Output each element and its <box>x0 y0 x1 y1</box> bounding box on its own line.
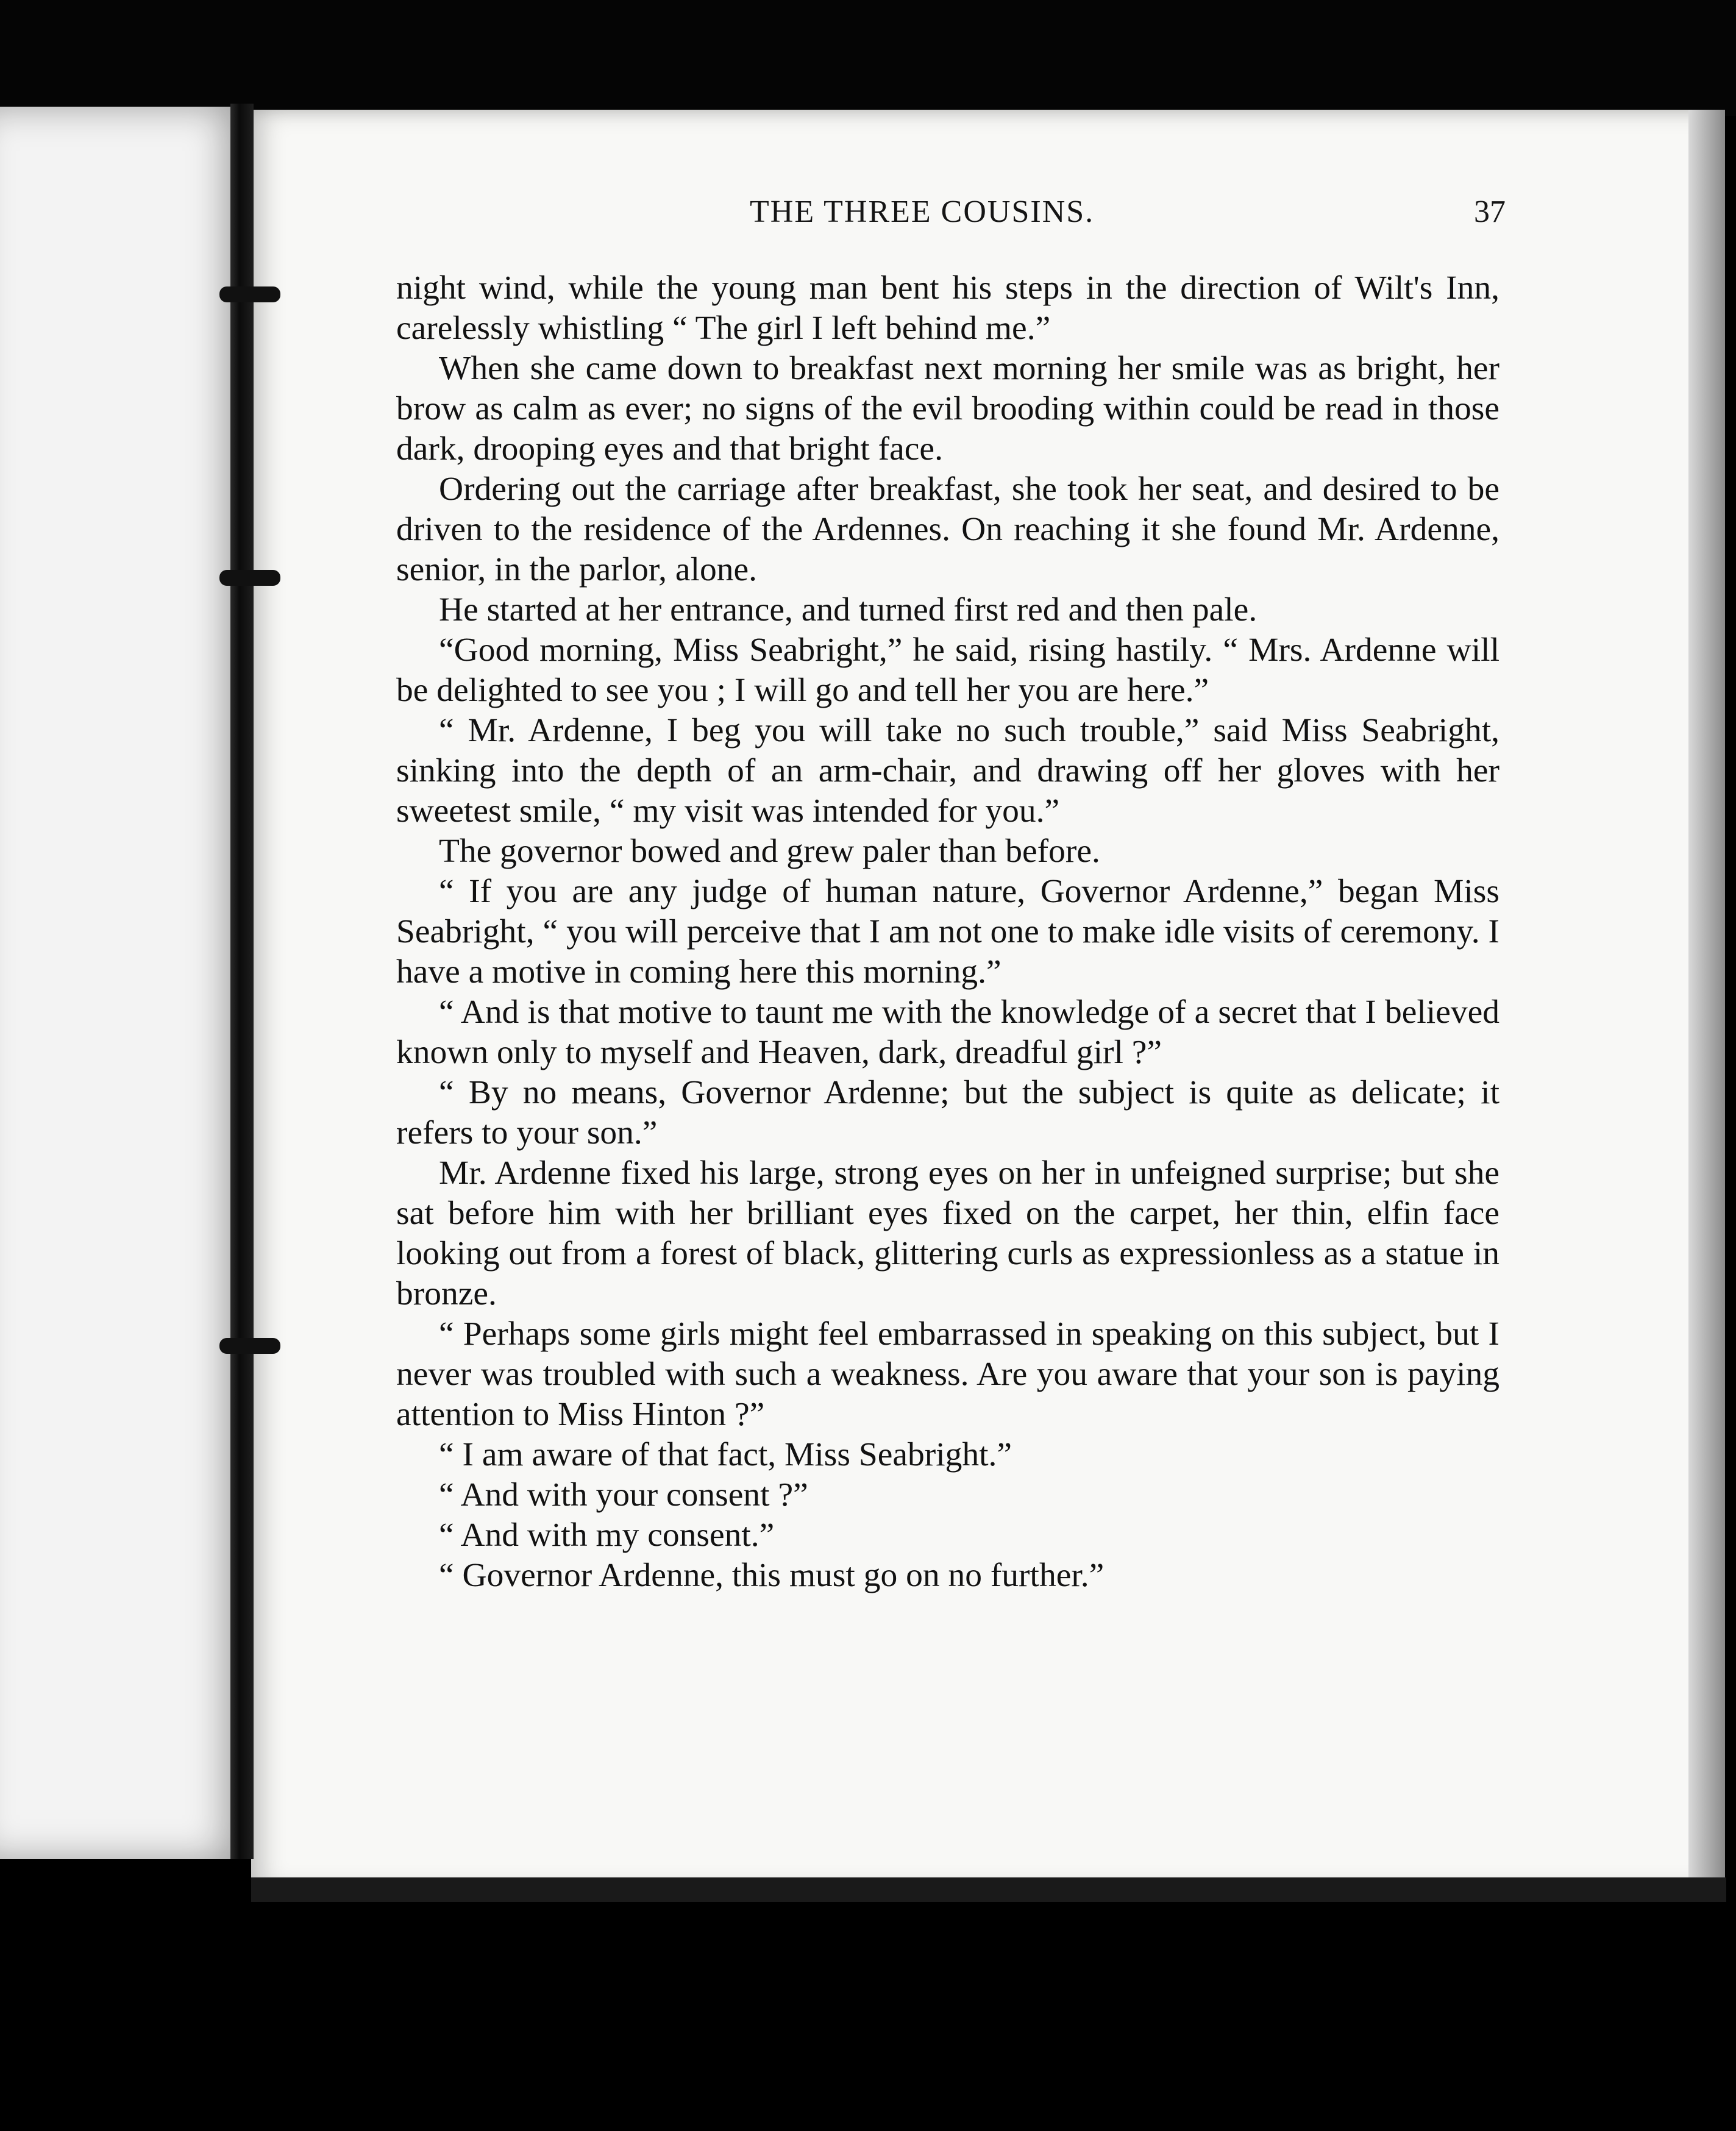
paragraph: “ Perhaps some girls might feel embarrassed in speaking on this subject, but I never was troubled with such a weakness. Are you aware that your son is paying attention to Miss Hinton ?” <box>396 1315 1499 1433</box>
book-spine <box>230 104 254 1859</box>
paragraph: The governor bowed and grew paler than before. <box>439 833 1100 870</box>
paragraph: When she came down to breakfast next morning her smile was as bright, her brow as calm as ever; no signs of the evil brooding within could be read in those dark, drooping eyes and that bright face. <box>396 350 1499 468</box>
page-edge <box>1688 110 1725 1890</box>
paragraph: “ If you are any judge of human nature, Governor Ardenne,” began Miss Seabright, “ you will perceive that I am not one to make idle visits of ceremony. I have a motive in coming here this morning.” <box>396 873 1499 991</box>
body-text <box>396 268 1499 1596</box>
binding-thread <box>219 1338 280 1354</box>
page-bottom-shadow <box>251 1877 1726 1902</box>
page-number: 37 <box>1474 194 1506 229</box>
left-facing-page <box>0 107 250 1859</box>
binding-thread <box>219 286 280 302</box>
paragraph: He started at her entrance, and turned first red and then pale. <box>439 591 1258 628</box>
paragraph: “ And is that motive to taunt me with the knowledge of a secret that I believed known only to myself and Heaven, dark, dreadful girl ?” <box>396 994 1499 1071</box>
paragraph: night wind, while the young man bent his steps in the direction of Wilt's Inn, carelessly whistling “ The girl I left behind me.” <box>396 269 1499 347</box>
paragraph: “ Mr. Ardenne, I beg you will take no such trouble,” said Miss Seabright, sinking into the depth of an arm-chair, and drawing off her gloves with her sweetest smile, “ my visit was intended for you.” <box>396 712 1499 830</box>
paragraph: Ordering out the carriage after breakfast, she took her seat, and desired to be driven to the residence of the Ardennes. On reaching it she found Mr. Ardenne, senior, in the parlor, alone. <box>396 471 1499 588</box>
scanner-background <box>0 0 1736 116</box>
paragraph: Mr. Ardenne fixed his large, strong eyes on her in unfeigned surprise; but she sat before him with her brilliant eyes fixed on the carpet, her thin, elfin face looking out from a forest of black, glittering curls as expressionless as a statue in bronze. <box>396 1154 1499 1312</box>
running-title: THE THREE COUSINS. <box>750 194 1095 229</box>
paragraph: “ And with my consent.” <box>439 1517 775 1554</box>
paragraph: “ I am aware of that fact, Miss Seabright.” <box>439 1436 1012 1473</box>
paragraph: “Good morning, Miss Seabright,” he said, rising hastily. “ Mrs. Ardenne will be delighted to see you ; I will go and tell her you are here.” <box>396 631 1499 709</box>
paragraph: “ By no means, Governor Ardenne; but the subject is quite as delicate; it refers to your son.” <box>396 1074 1499 1151</box>
paragraph: “ And with your consent ?” <box>439 1476 808 1514</box>
binding-thread <box>219 570 280 586</box>
paragraph: “ Governor Ardenne, this must go on no further.” <box>439 1557 1105 1594</box>
